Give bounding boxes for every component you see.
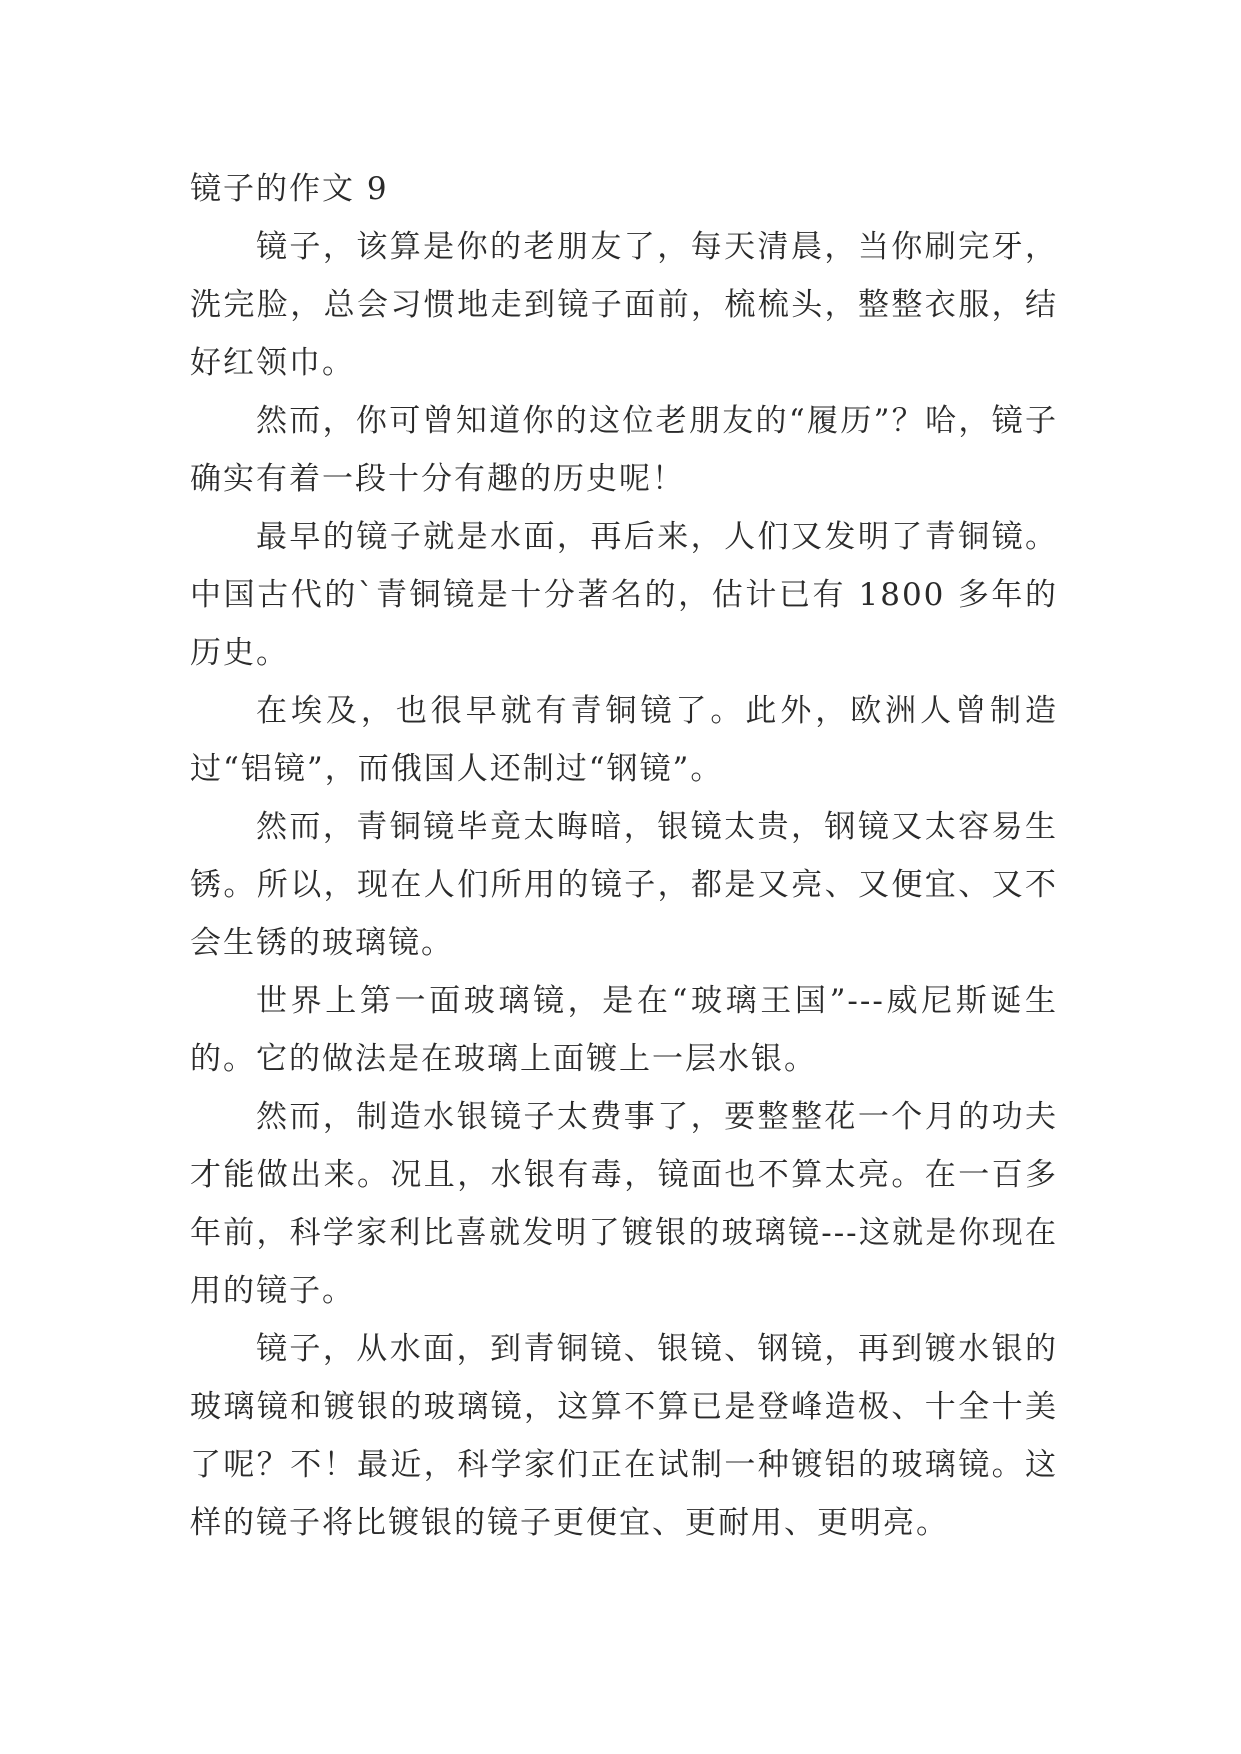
- paragraph-6: 世界上第一面玻璃镜，是在“玻璃王国”---威尼斯诞生的。它的做法是在玻璃上面镀上一层水银。: [190, 983, 1058, 1077]
- paragraph-7: 然而，制造水银镜子太费事了，要整整花一个月的功夫才能做出来。况且，水银有毒，镜面也不算太亮。在一百多年前，科学家利比喜就发明了镀银的玻璃镜---这就是你现在用的镜子。: [190, 1099, 1058, 1309]
- paragraph-8: 镜子，从水面，到青铜镜、银镜、钢镜，再到镀水银的玻璃镜和镀银的玻璃镜，这算不算已是登峰造极、十全十美了呢？不！最近，科学家们正在试制一种镀铝的玻璃镜。这样的镜子将比镀银的镜子更便宜、更耐用、更明亮。: [190, 1331, 1058, 1541]
- paragraph-5: 然而，青铜镜毕竟太晦暗，银镜太贵，钢镜又太容易生锈。所以，现在人们所用的镜子，都是又亮、又便宜、又不会生锈的玻璃镜。: [190, 809, 1058, 961]
- document-body: [190, 160, 1058, 1552]
- document-title: 镜子的作文 9: [190, 171, 389, 207]
- paragraph-2: 然而，你可曾知道你的这位老朋友的“履历”？哈，镜子确实有着一段十分有趣的历史呢！: [190, 403, 1058, 497]
- paragraph-1: 镜子，该算是你的老朋友了，每天清晨，当你刷完牙，洗完脸，总会习惯地走到镜子面前，梳梳头，整整衣服，结好红领巾。: [190, 229, 1058, 381]
- paragraph-3: 最早的镜子就是水面，再后来，人们又发明了青铜镜。中国古代的`青铜镜是十分著名的，估计已有 1800 多年的历史。: [190, 519, 1058, 671]
- paragraph-4: 在埃及，也很早就有青铜镜了。此外，欧洲人曾制造过“铝镜”，而俄国人还制过“钢镜”。: [190, 693, 1058, 787]
